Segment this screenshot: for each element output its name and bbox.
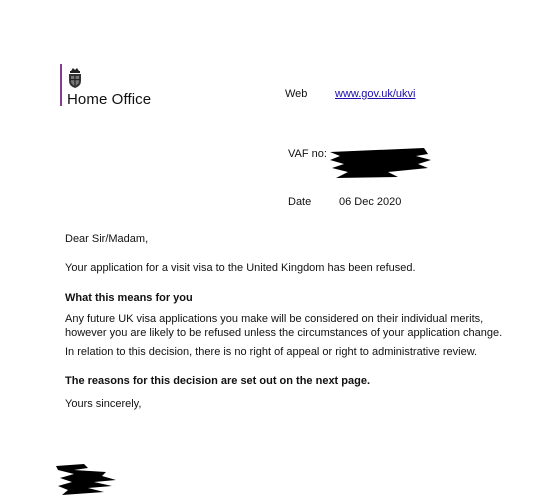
merits-line-1: Any future UK visa applications you make will be considered on their individual merits, [65, 313, 484, 325]
refusal-statement: Your application for a visit visa to the United Kingdom has been refused. [65, 262, 416, 274]
merits-line-2: however you are likely to be refused unless the circumstances of your application change. [65, 327, 503, 339]
brand-bar [60, 64, 62, 106]
reasons-statement: The reasons for this decision are set out on the next page. [65, 375, 371, 387]
appeal-statement: In relation to this decision, there is no right of appeal or right to administrative review. [65, 346, 478, 358]
org-name: Home Office [67, 91, 152, 108]
date-value: 06 Dec 2020 [339, 196, 402, 208]
vaf-label: VAF no: [288, 148, 327, 160]
salutation: Dear Sir/Madam, [65, 233, 149, 245]
section-heading: What this means for you [65, 292, 193, 304]
web-link[interactable]: www.gov.uk/ukvi [335, 88, 416, 100]
web-label: Web [285, 88, 308, 100]
redaction-mark [328, 146, 432, 180]
date-label: Date [288, 196, 312, 208]
royal-crest-icon [66, 67, 84, 89]
signature-redaction [54, 462, 118, 496]
closing: Yours sincerely, [65, 398, 142, 410]
